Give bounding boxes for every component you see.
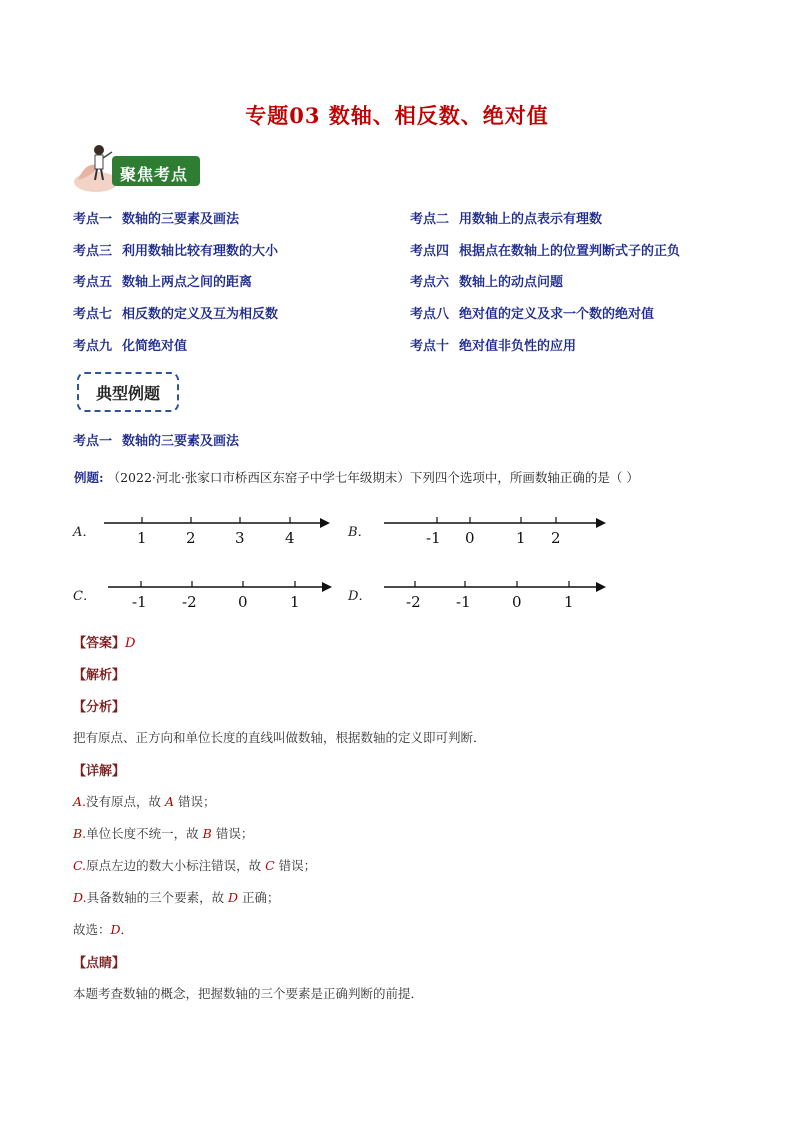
option-b-tick-4: 2 [551, 529, 561, 547]
focus-banner [72, 140, 202, 196]
option-c-tick-2: -2 [182, 593, 197, 611]
kaodian-item-9: 考点九 化简绝对值 [73, 339, 188, 354]
detail-line-a: A.没有原点，故 A 错误； [73, 794, 216, 809]
option-a-number-line [100, 512, 335, 534]
question-text: 例题: （2022·河北·张家口市桥西区东窑子中学七年级期末）下列四个选项中，所画数轴正确的是（ ） [74, 470, 639, 485]
kaodian-item-4: 考点四 根据点在数轴上的位置判断式子的正负 [410, 244, 681, 259]
option-a-letter: A． [73, 525, 96, 540]
page-title: 专题03 数轴、相反数、绝对值 [245, 103, 549, 128]
option-c-tick-1: -1 [132, 593, 147, 611]
option-d-tick-1: -2 [406, 593, 421, 611]
option-d-tick-2: -1 [456, 593, 471, 611]
kaodian-item-10: 考点十 绝对值非负性的应用 [410, 339, 577, 354]
banner-label: 聚焦考点 [120, 165, 189, 184]
option-a-tick-2: 2 [186, 529, 196, 547]
answer-line: 【答案】D [73, 636, 136, 651]
kaodian-item-7: 考点七 相反数的定义及互为相反数 [73, 307, 279, 322]
detail-line-c: C.原点左边的数大小标注错误，故 C 错误； [73, 858, 317, 873]
option-c-letter: C． [73, 589, 96, 604]
example-heading-box: 典型例题 [77, 372, 179, 412]
option-a-tick-1: 1 [137, 529, 147, 547]
option-b-tick-2: 0 [465, 529, 475, 547]
option-a-tick-3: 3 [235, 529, 245, 547]
detail-line-b: B.单位长度不统一，故 B 错误； [73, 826, 254, 841]
kaodian-item-5: 考点五 数轴上两点之间的距离 [73, 275, 253, 290]
option-d-letter: D． [348, 589, 372, 604]
section-heading: 考点一 数轴的三要素及画法 [73, 434, 240, 449]
jiexi-heading: 【解析】 [73, 668, 126, 683]
fenxi-text: 把有原点、正方向和单位长度的直线叫做数轴，根据数轴的定义即可判断． [73, 730, 486, 745]
option-a-tick-4: 4 [285, 529, 295, 547]
dianjing-heading: 【点睛】 [73, 956, 126, 971]
kaodian-item-3: 考点三 利用数轴比较有理数的大小 [73, 244, 279, 259]
option-b-tick-3: 1 [516, 529, 526, 547]
dianjing-text: 本题考查数轴的概念，把握数轴的三个要素是正确判断的前提． [73, 986, 424, 1001]
option-d-tick-4: 1 [564, 593, 574, 611]
option-b-tick-1: -1 [426, 529, 441, 547]
option-d-tick-3: 0 [512, 593, 522, 611]
kaodian-item-2: 考点二 用数轴上的点表示有理数 [410, 212, 603, 227]
kaodian-item-8: 考点八 绝对值的定义及求一个数的绝对值 [410, 307, 655, 322]
option-c-tick-3: 0 [238, 593, 248, 611]
kaodian-item-6: 考点六 数轴上的动点问题 [410, 275, 564, 290]
fenxi-heading: 【分析】 [73, 700, 126, 715]
option-b-number-line [380, 512, 610, 534]
xiangjie-heading: 【详解】 [73, 764, 126, 779]
option-c-tick-4: 1 [290, 593, 300, 611]
kaodian-item-1: 考点一 数轴的三要素及画法 [73, 212, 240, 227]
detail-line-d: D.具备数轴的三个要素，故 D 正确； [73, 890, 280, 905]
choose-line: 故选：D． [73, 922, 134, 937]
option-b-letter: B． [348, 525, 371, 540]
